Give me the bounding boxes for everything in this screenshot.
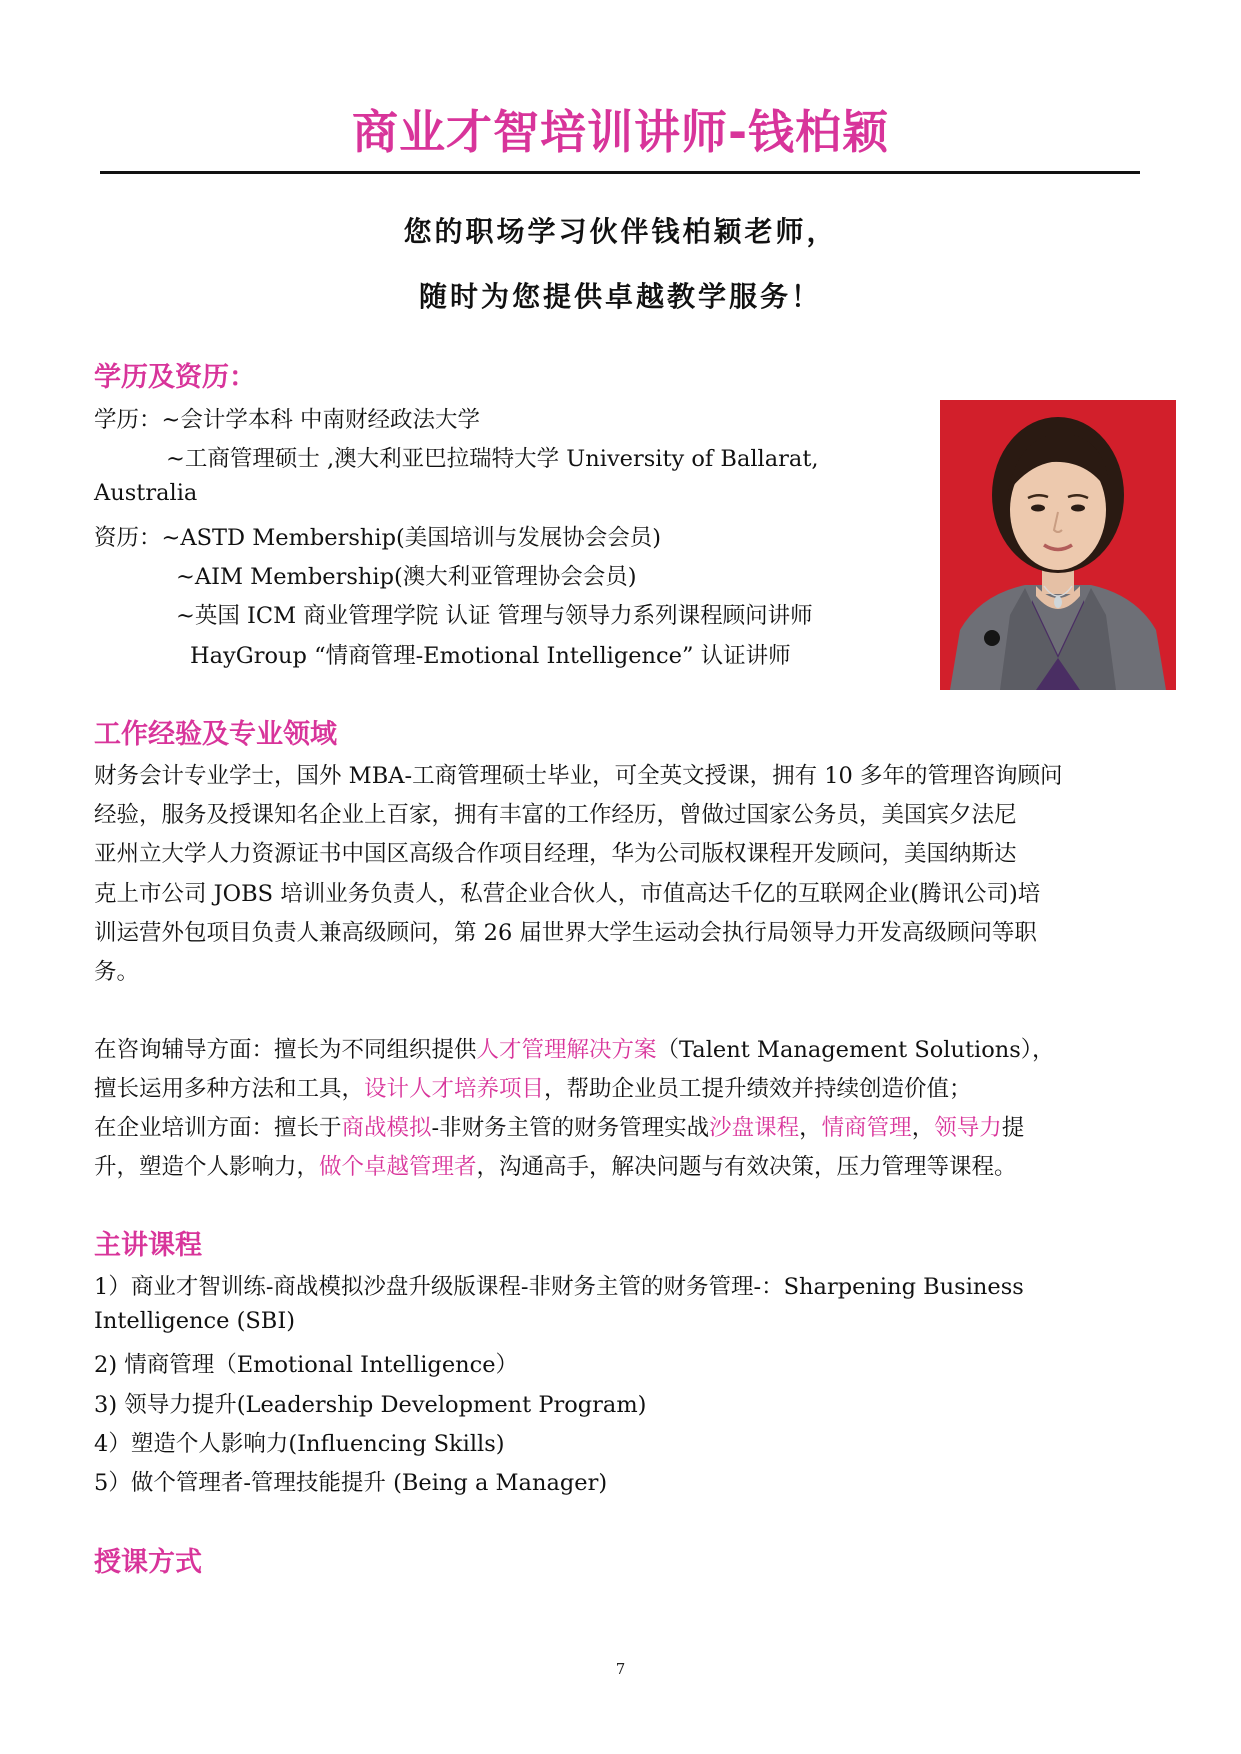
text-segment: ，帮助企业员工提升绩效并持续创造价值； bbox=[544, 1076, 972, 1102]
highlight-eq: 情商管理 bbox=[821, 1115, 912, 1141]
course-item: 5）做个管理者-管理技能提升 (Being a Manager) bbox=[94, 1470, 608, 1496]
text-segment: ，沟通高手，解决问题与有效决策，压力管理等课程。 bbox=[476, 1154, 1017, 1180]
text-segment: 在企业培训方面：擅长于 bbox=[94, 1115, 342, 1141]
page-title: 商业才智培训讲师-钱柏颖 bbox=[351, 105, 890, 159]
education-line: Australia bbox=[94, 480, 198, 506]
experience-line: 克上市公司 JOBS 培训业务负责人，私营企业合伙人，市值高达千亿的互联网企业(腾讯公司)培 bbox=[94, 881, 1041, 907]
text-segment: 在咨询辅导方面：擅长为不同组织提供 bbox=[94, 1037, 477, 1063]
teaching-heading: 授课方式 bbox=[94, 1547, 202, 1578]
experience-line: 务。 bbox=[94, 959, 140, 985]
text-segment: ， bbox=[911, 1115, 935, 1141]
text-segment: 提 bbox=[1001, 1115, 1025, 1141]
page-number: 7 bbox=[615, 1660, 626, 1678]
highlight-manager: 做个卓越管理者 bbox=[319, 1154, 477, 1180]
text-segment: 升，塑造个人影响力， bbox=[94, 1154, 320, 1180]
text-segment: -非财务主管的财务管理实战 bbox=[431, 1115, 710, 1141]
portrait-illustration bbox=[940, 400, 1176, 690]
experience-line: 经验，服务及授课知名企业上百家，拥有丰富的工作经历，曾做过国家公务员，美国宾夕法尼 bbox=[94, 802, 1017, 828]
highlight-talent-program: 设计人才培养项目 bbox=[364, 1076, 545, 1102]
qualification-line: HayGroup “情商管理-Emotional Intelligence” 认证讲师 bbox=[190, 643, 791, 669]
education-line: ~工商管理硕士 ,澳大利亚巴拉瑞特大学 University of Ballarat, bbox=[166, 446, 819, 472]
highlight-talent-solutions: 人才管理解决方案 bbox=[476, 1037, 657, 1063]
courses-heading: 主讲课程 bbox=[94, 1230, 202, 1261]
experience-line: 财务会计专业学士，国外 MBA-工商管理硕士毕业，可全英文授课，拥有 10 多年的管理咨询顾问 bbox=[94, 763, 1063, 789]
title-divider bbox=[100, 171, 1140, 174]
consulting-line bbox=[94, 1032, 1055, 1064]
training-line bbox=[94, 1149, 1017, 1181]
slogan-line-2: 随时为您提供卓越教学服务！ bbox=[418, 280, 822, 313]
portrait-photo bbox=[940, 400, 1176, 690]
qualification-line: 资历：~ASTD Membership(美国培训与发展协会会员) bbox=[94, 525, 662, 551]
training-line bbox=[94, 1110, 1024, 1142]
text-segment: （Talent Management Solutions）， bbox=[656, 1037, 1055, 1063]
highlight-leadership: 领导力 bbox=[934, 1115, 1002, 1141]
consulting-line bbox=[94, 1071, 972, 1103]
education-line: 学历：~会计学本科 中南财经政法大学 bbox=[94, 407, 481, 433]
qualification-line: ~AIM Membership(澳大利亚管理协会会员) bbox=[176, 564, 637, 590]
experience-line: 亚州立大学人力资源证书中国区高级合作项目经理，华为公司版权课程开发顾问，美国纳斯达 bbox=[94, 841, 1017, 867]
course-item: 2) 情商管理（Emotional Intelligence） bbox=[94, 1352, 519, 1378]
highlight-business-sim: 商战模拟 bbox=[341, 1115, 432, 1141]
education-heading: 学历及资历： bbox=[94, 362, 256, 393]
text-segment: ， bbox=[799, 1115, 822, 1141]
text-segment: 擅长运用多种方法和工具， bbox=[94, 1076, 365, 1102]
slogan-line-1: 您的职场学习伙伴钱柏颖老师， bbox=[403, 215, 838, 248]
experience-heading: 工作经验及专业领域 bbox=[94, 719, 337, 750]
course-item: 1）商业才智训练-商战模拟沙盘升级版课程-非财务主管的财务管理-：Sharpening Business bbox=[94, 1274, 1024, 1300]
course-item: Intelligence (SBI) bbox=[94, 1308, 295, 1334]
highlight-sandtable: 沙盘课程 bbox=[709, 1115, 800, 1141]
experience-line: 训运营外包项目负责人兼高级顾问，第 26 届世界大学生运动会执行局领导力开发高级顾问等职 bbox=[94, 920, 1037, 946]
qualification-line: ~英国 ICM 商业管理学院 认证 管理与领导力系列课程顾问讲师 bbox=[176, 603, 813, 629]
course-item: 4）塑造个人影响力(Influencing Skills) bbox=[94, 1431, 505, 1457]
course-item: 3) 领导力提升(Leadership Development Program) bbox=[94, 1392, 647, 1418]
